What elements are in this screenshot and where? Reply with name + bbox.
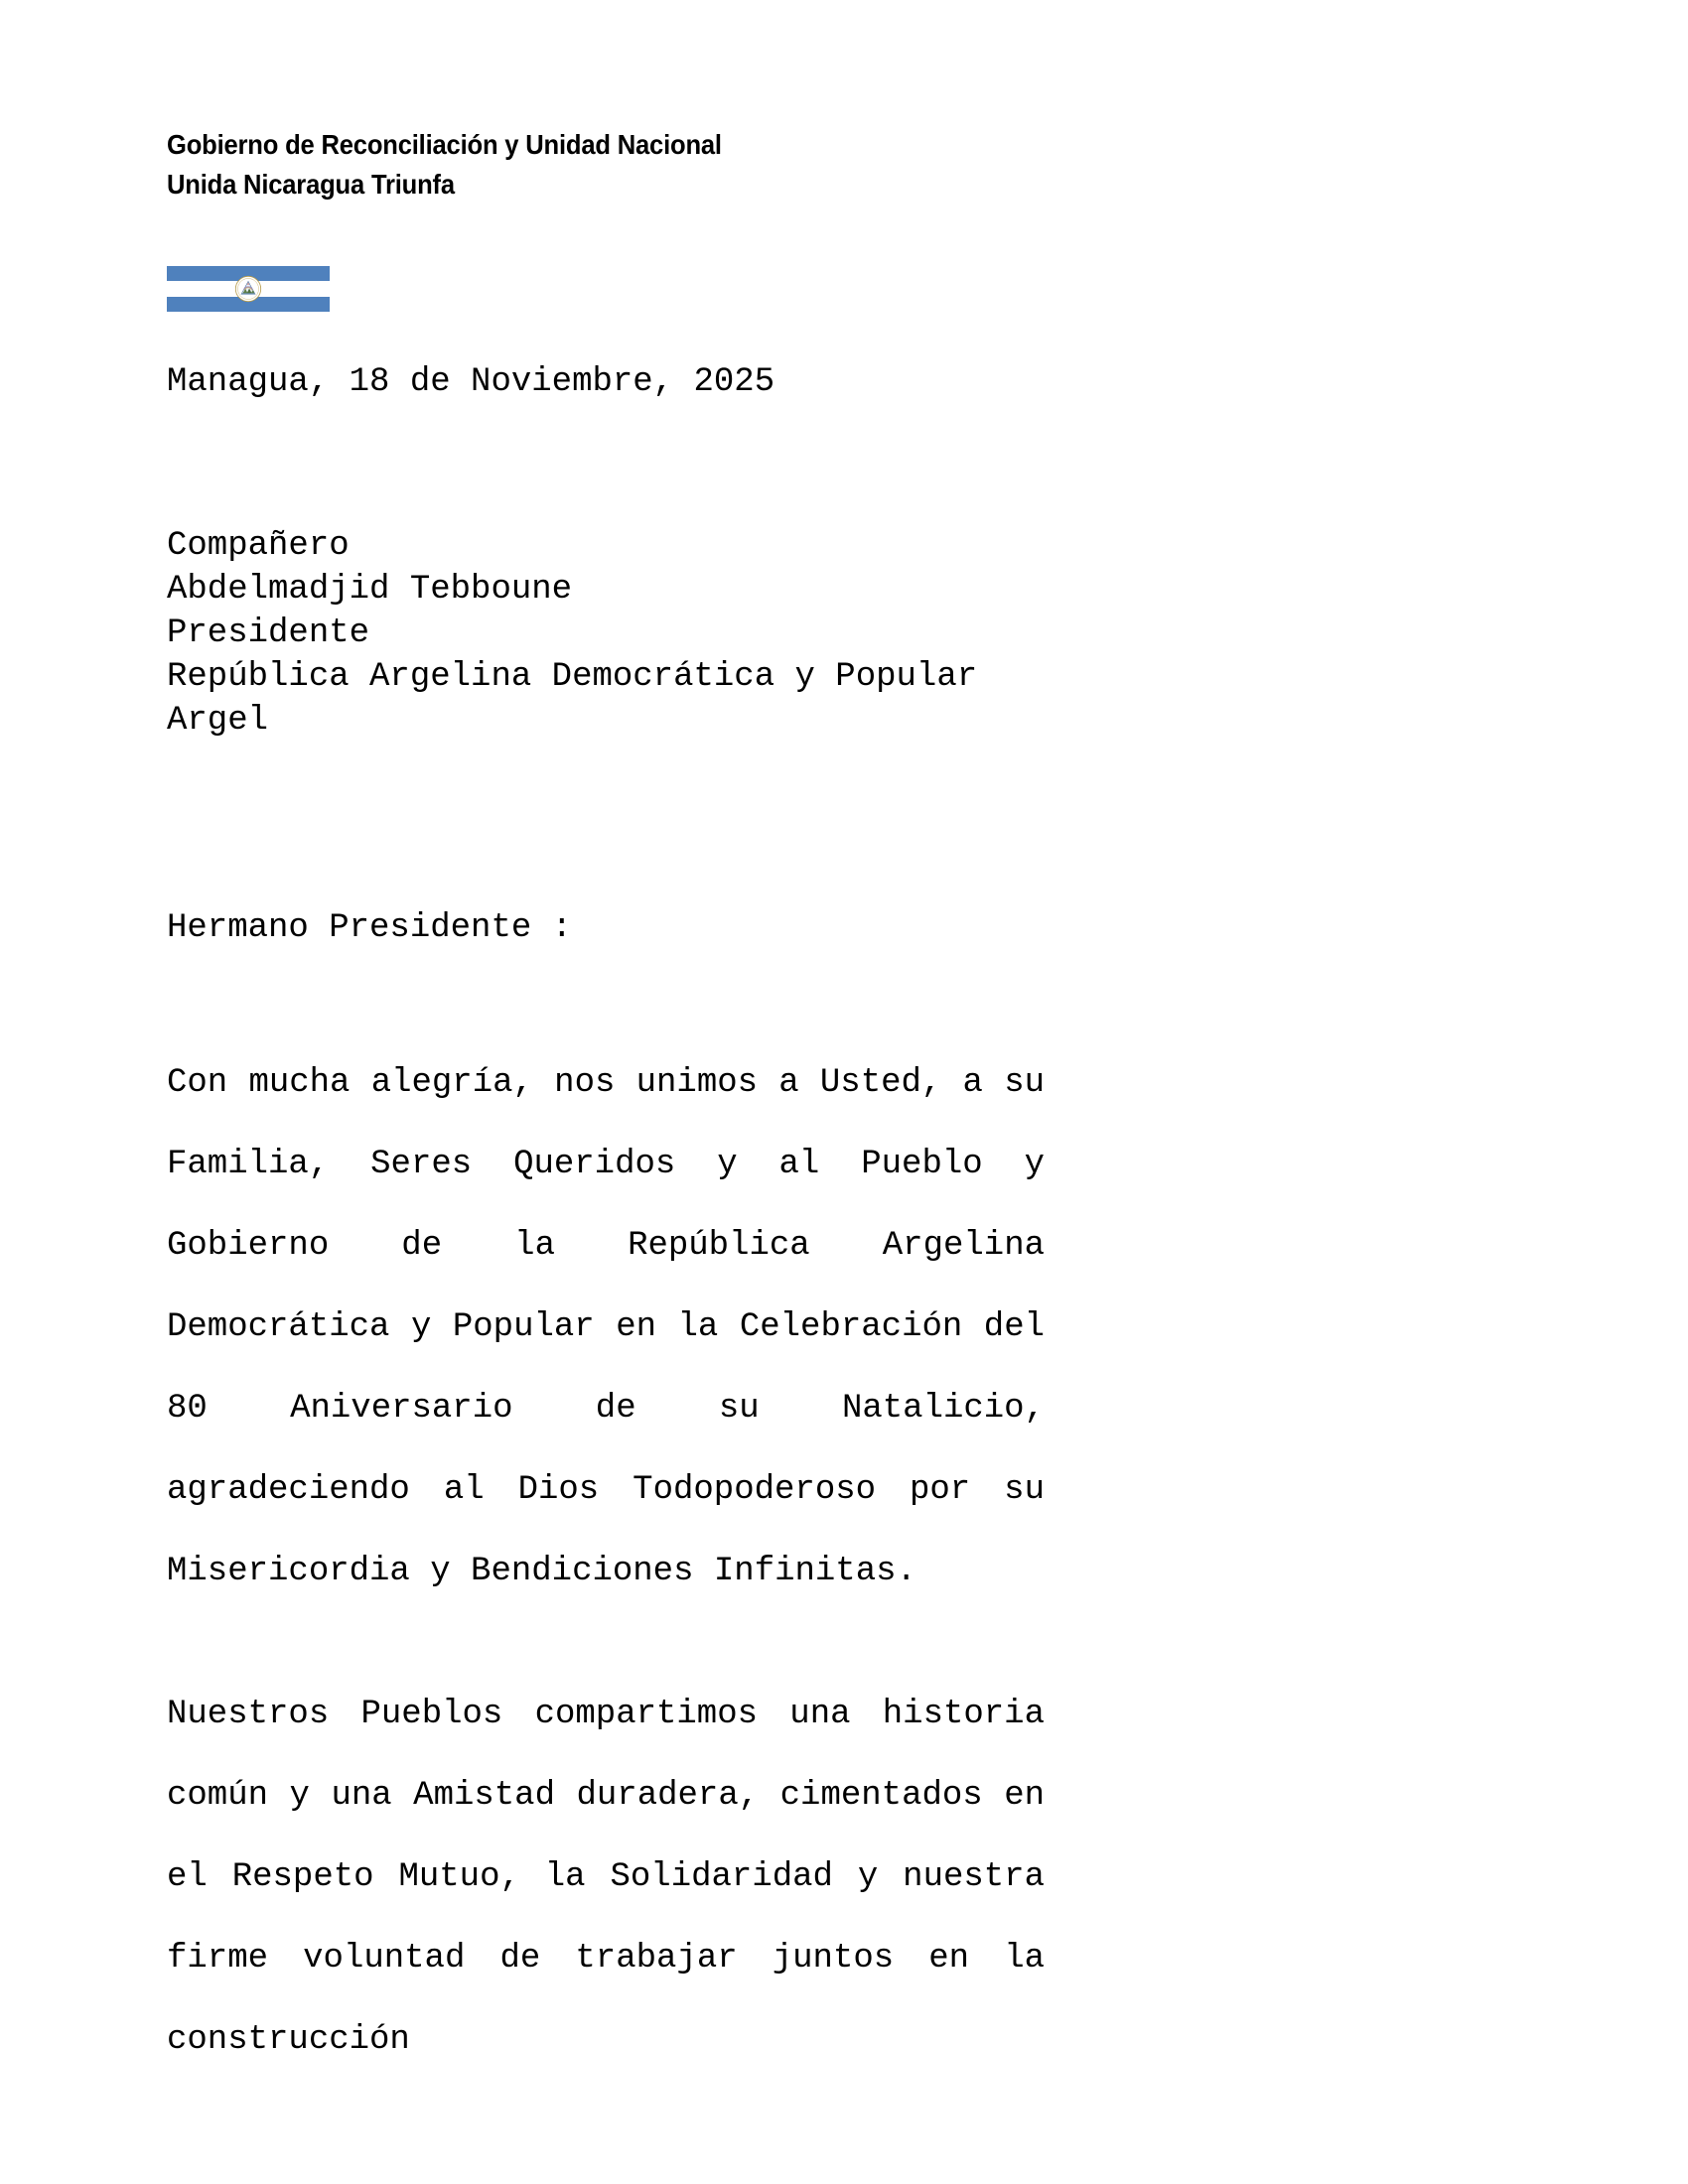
addressee-country: República Argelina Democrática y Popular <box>167 658 978 696</box>
flag-icon <box>167 266 330 312</box>
addressee-title: Presidente <box>167 614 370 652</box>
addressee-city: Argel <box>167 702 269 740</box>
letter-body <box>167 1042 1045 2162</box>
letterhead-line-1: Gobierno de Reconciliación y Unidad Nacional <box>167 129 722 160</box>
addressee-salutation-title: Compañero <box>167 527 350 565</box>
coat-of-arms-icon <box>235 276 262 303</box>
nicaragua-flag-image <box>167 266 330 312</box>
letterhead <box>167 125 1259 205</box>
letterhead-line-2: Unida Nicaragua Triunfa <box>167 169 455 200</box>
letter-paragraph: Con mucha alegría, nos unimos a Usted, a su Familia, Seres Queridos y al Pueblo y Gobierno de la República Argelina Democrática y Popular en la Celebración del 80 Aniversario de su Natalicio, agradeciendo al Dios Todopoderoso por su Misericordia y Bendiciones Infinitas. <box>167 1064 1045 1590</box>
addressee-block <box>167 524 1060 743</box>
letter-salutation: Hermano Presidente : <box>167 909 573 947</box>
letter-paragraph: Nuestros Pueblos compartimos una historia común y una Amistad duradera, cimentados en el Respeto Mutuo, la Solidaridad y nuestra firme voluntad de trabajar juntos en la construcción <box>167 1696 1045 2059</box>
letter-date: Managua, 18 de Noviembre, 2025 <box>167 363 775 401</box>
addressee-name: Abdelmadjid Tebboune <box>167 571 573 609</box>
